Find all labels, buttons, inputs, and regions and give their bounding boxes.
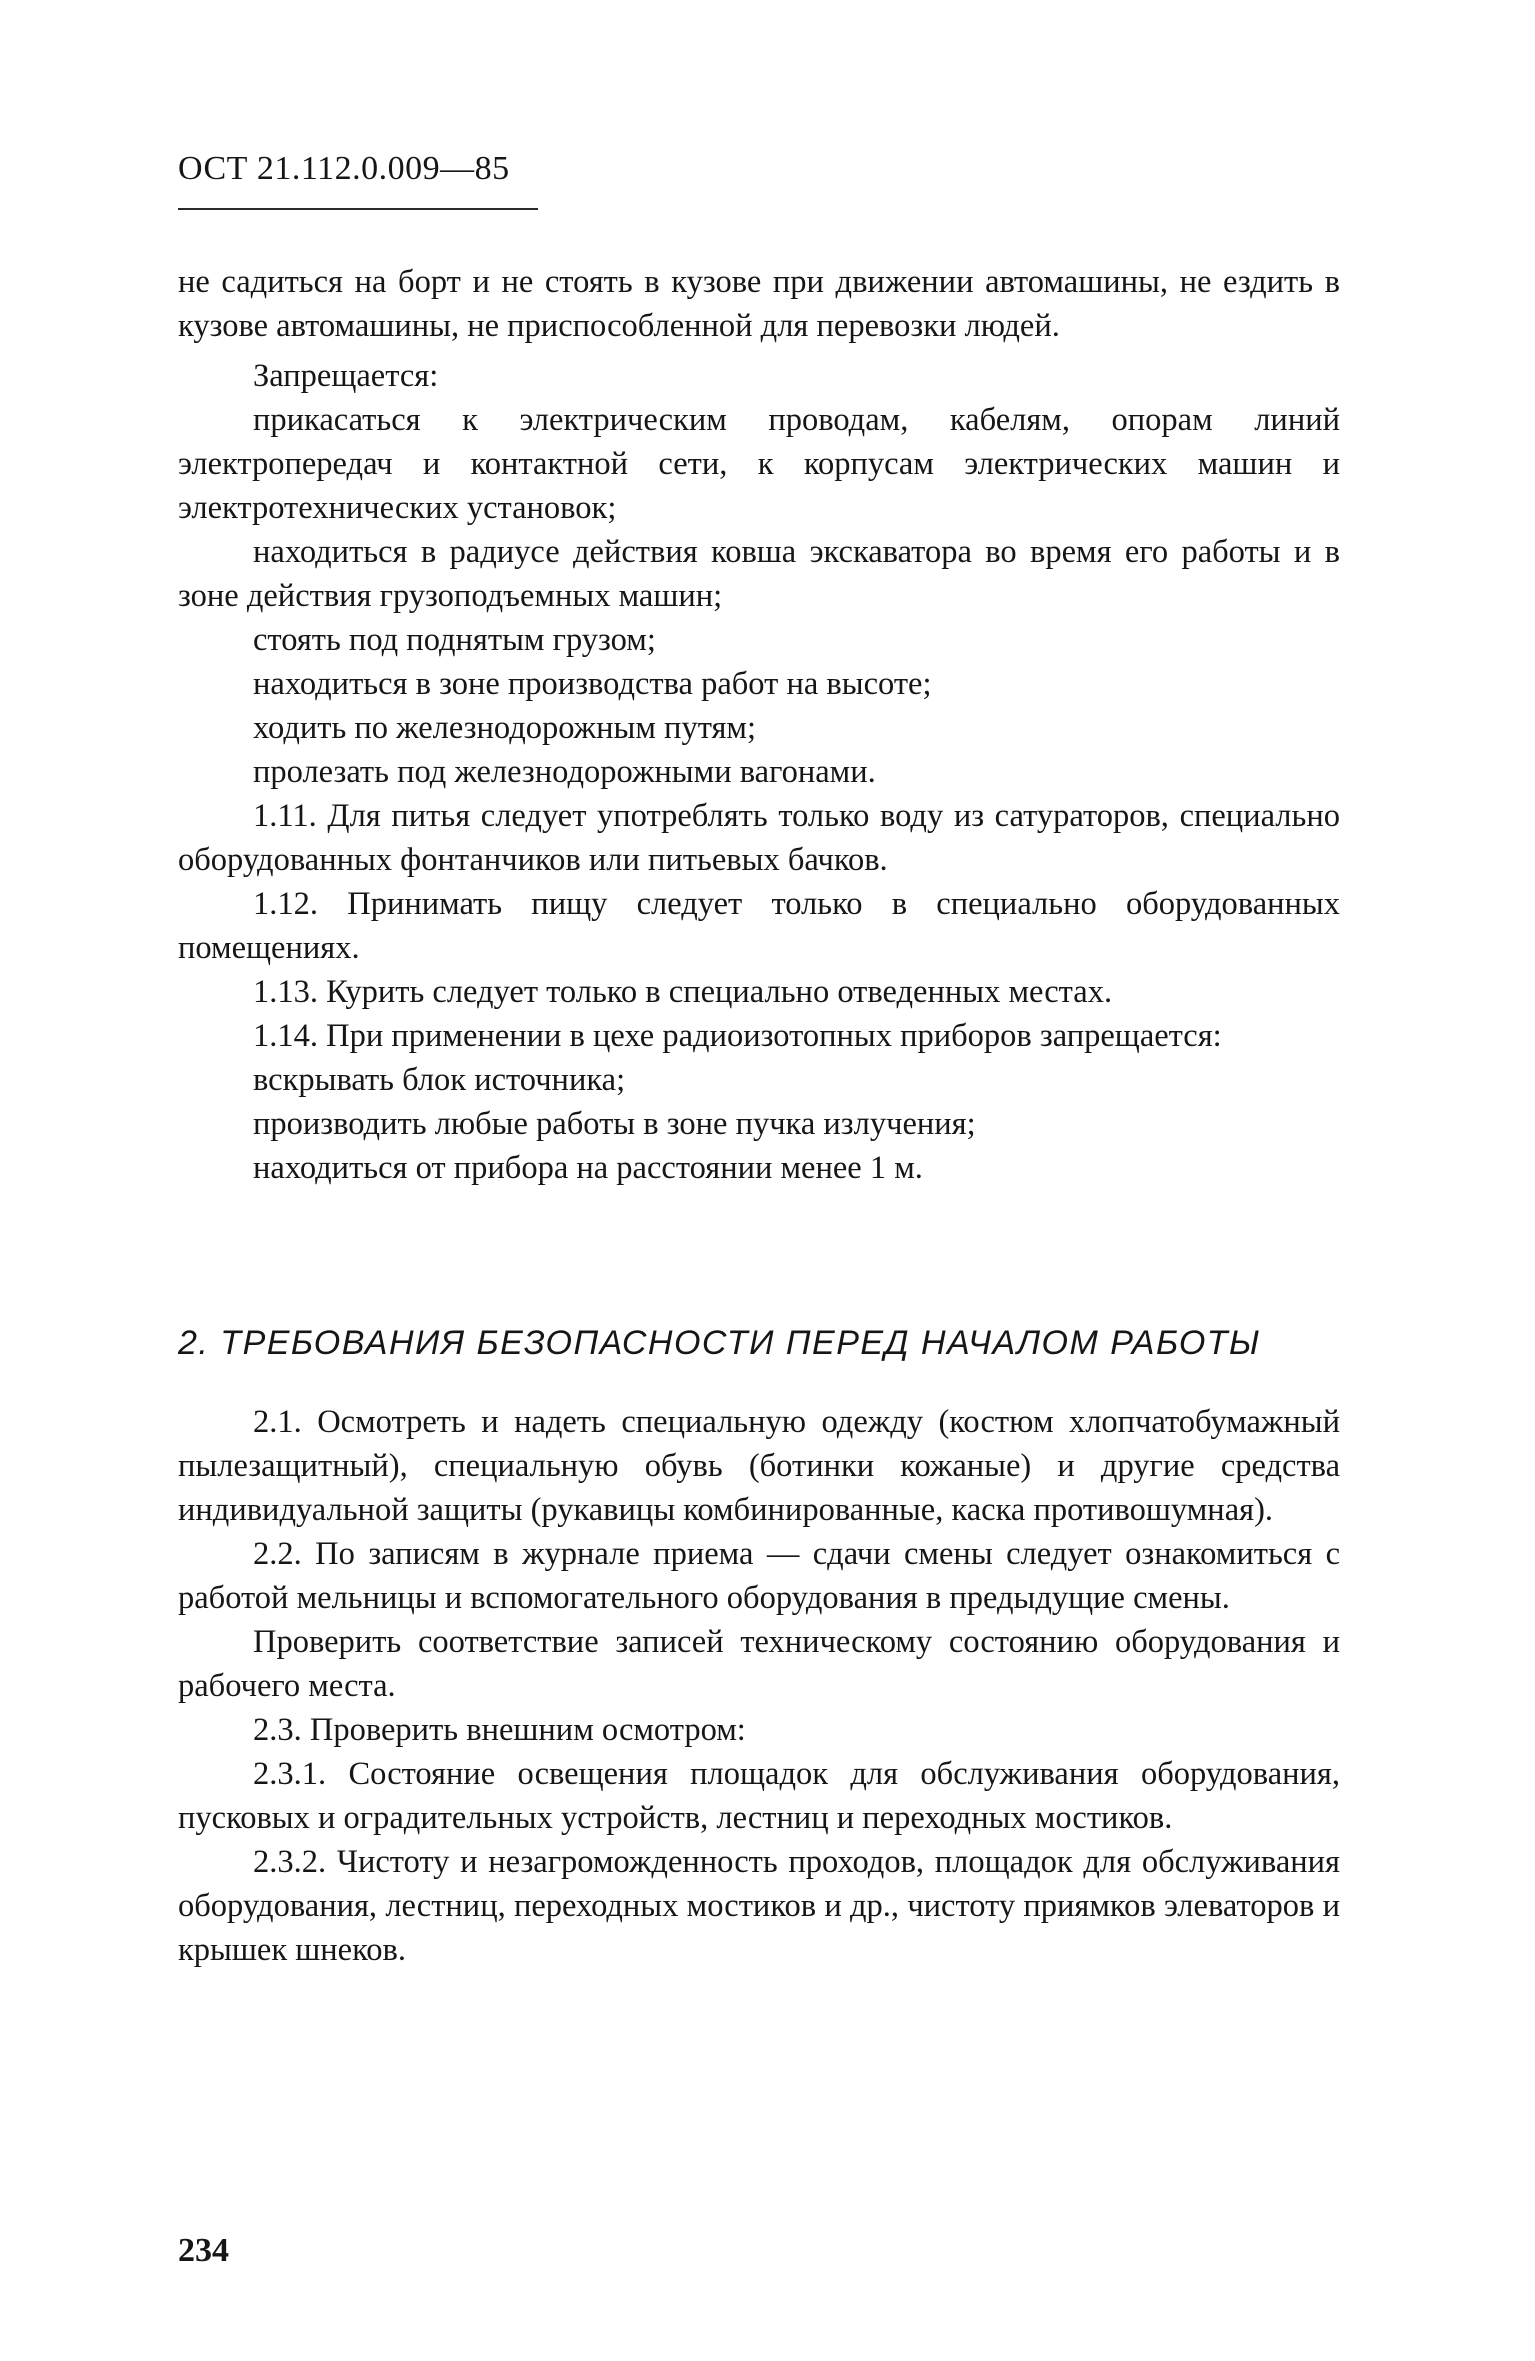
forbidden-item: стоять под поднятым грузом; — [253, 622, 656, 658]
forbidden-item: находиться в зоне производства работ на высоте; — [253, 666, 932, 702]
paragraph-2-3-2: 2.3.2. Чистоту и незагроможденность проходов, площадок для обслуживания оборудования, лестниц, переходных мостиков и др., чистоту приямков элеваторов и крышек шнеков. — [178, 1844, 1340, 1968]
paragraph-1-14: 1.14. При применении в цехе радиоизотопных приборов запрещается: — [253, 1018, 1222, 1054]
forbidden-item: ходить по железнодорожным путям; — [253, 710, 757, 746]
radio-item: производить любые работы в зоне пучка излучения; — [253, 1106, 976, 1142]
paragraph-2-2: 2.2. По записям в журнале приема — сдачи смены следует ознакомиться с работой мельницы и вспомогательного оборудования в предыдущие смены. — [178, 1536, 1340, 1616]
paragraph-2-1: 2.1. Осмотреть и надеть специальную одежду (костюм хлопчатобумажный пылезащитный), специальную обувь (ботинки кожаные) и другие средства индивидуальной защиты (рукавицы комбинированные, каска противошумная). — [178, 1404, 1340, 1528]
intro-section — [178, 260, 1340, 1190]
section-2-body — [178, 1400, 1340, 1972]
continuation-paragraph: не садиться на борт и не стоять в кузове при движении автомашины, не ездить в кузове автомашины, не приспособленной для перевозки людей. — [178, 264, 1340, 344]
page-number: 234 — [178, 2232, 229, 2269]
paragraph-1-11: 1.11. Для питья следует употреблять только воду из сатураторов, специально оборудованных фонтанчиков или питьевых бачков. — [178, 798, 1340, 878]
forbidden-item: пролезать под железнодорожными вагонами. — [253, 754, 876, 790]
radio-item: вскрывать блок источника; — [253, 1062, 626, 1098]
forbidden-heading: Запрещается: — [253, 358, 439, 394]
paragraph-2-3: 2.3. Проверить внешним осмотром: — [253, 1712, 746, 1748]
radio-item: находиться от прибора на расстоянии менее 1 м. — [253, 1150, 923, 1186]
forbidden-item: находиться в радиусе действия ковша экскаватора во время его работы и в зоне действия грузоподъемных машин; — [178, 534, 1340, 614]
paragraph-check: Проверить соответствие записей техническому состоянию оборудования и рабочего места. — [178, 1624, 1340, 1704]
paragraph-2-3-1: 2.3.1. Состояние освещения площадок для обслуживания оборудования, пусковых и оградительных устройств, лестниц и переходных мостиков. — [178, 1756, 1340, 1836]
header-underline — [178, 208, 538, 210]
paragraph-1-13: 1.13. Курить следует только в специально отведенных местах. — [253, 974, 1113, 1010]
paragraph-1-12: 1.12. Принимать пищу следует только в специально оборудованных помещениях. — [178, 886, 1340, 966]
section-2-title: 2. ТРЕБОВАНИЯ БЕЗОПАСНОСТИ ПЕРЕД НАЧАЛОМ РАБОТЫ — [178, 1324, 1261, 1362]
forbidden-item: прикасаться к электрическим проводам, кабелям, опорам линий электропередач и контактной сети, к корпусам электрических машин и электротехнических установок; — [178, 402, 1340, 526]
document-code-header: ОСТ 21.112.0.009—85 — [178, 150, 510, 187]
